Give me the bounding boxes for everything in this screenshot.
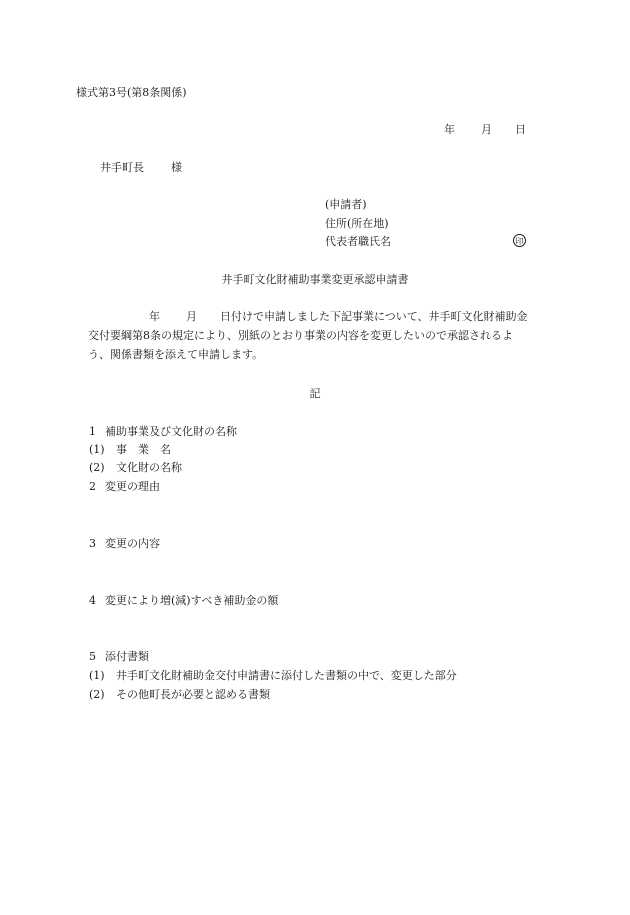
subitem-number: (1) bbox=[89, 443, 105, 456]
subitem-label: 事 業 名 bbox=[116, 443, 171, 456]
list-item bbox=[89, 481, 160, 492]
body-year-label: 年 bbox=[149, 310, 160, 323]
subitem-number: (2) bbox=[89, 688, 105, 701]
list-item bbox=[89, 595, 278, 606]
seal-mark: 印 bbox=[513, 234, 526, 247]
list-item bbox=[89, 426, 237, 437]
body-month-label: 月 bbox=[186, 310, 197, 323]
addressee-name: 井手町長 bbox=[100, 161, 144, 174]
subitem-number: (2) bbox=[89, 461, 105, 474]
applicant-address-label: 住所(所在地) bbox=[325, 217, 389, 230]
addressee-honorific: 様 bbox=[171, 161, 182, 174]
date-year-label: 年 bbox=[444, 123, 455, 136]
ki-heading: 記 bbox=[309, 387, 321, 400]
item-number: 5 bbox=[89, 650, 96, 663]
subitem-label: 井手町文化財補助金交付申請書に添付した書類の中で、変更した部分 bbox=[116, 669, 457, 682]
subitem-label: 文化財の名称 bbox=[116, 461, 182, 474]
form-number: 様式第3号(第8条関係) bbox=[76, 86, 187, 99]
item-label: 変更により増(減)すべき補助金の額 bbox=[105, 594, 279, 607]
body-paragraph bbox=[88, 311, 550, 364]
document-title: 井手町文化財補助事業変更承認申請書 bbox=[221, 273, 409, 286]
body-line-2: 交付要綱第8条の規定により、別紙のとおり事業の内容を変更したいので承認されるよ bbox=[88, 329, 513, 342]
item-number: 4 bbox=[89, 594, 96, 607]
item-number: 1 bbox=[89, 425, 96, 438]
list-subitem bbox=[89, 670, 457, 681]
list-item bbox=[89, 538, 160, 549]
applicant-caption: (申請者) bbox=[325, 198, 367, 211]
subitem-number: (1) bbox=[89, 669, 105, 682]
item-label: 補助事業及び文化財の名称 bbox=[105, 425, 237, 438]
list-subitem bbox=[89, 462, 182, 473]
item-label: 添付書類 bbox=[105, 650, 149, 663]
item-number: 2 bbox=[89, 480, 96, 493]
subitem-label: その他町長が必要と認める書類 bbox=[116, 688, 270, 701]
applicant-name-label: 代表者職氏名 bbox=[325, 235, 391, 248]
body-line-1 bbox=[88, 307, 550, 326]
body-line-3: う、関係書類を添えて申請します。 bbox=[88, 348, 264, 361]
date-month-label: 月 bbox=[481, 123, 492, 136]
list-subitem bbox=[89, 444, 171, 455]
list-subitem bbox=[89, 689, 270, 700]
body-line-1-text: 日付けで申請しました下記事業について、井手町文化財補助金 bbox=[220, 310, 528, 323]
item-number: 3 bbox=[89, 537, 96, 550]
list-item bbox=[89, 651, 149, 662]
item-label: 変更の理由 bbox=[105, 480, 160, 493]
item-label: 変更の内容 bbox=[105, 537, 160, 550]
date-day-label: 日 bbox=[515, 123, 526, 136]
